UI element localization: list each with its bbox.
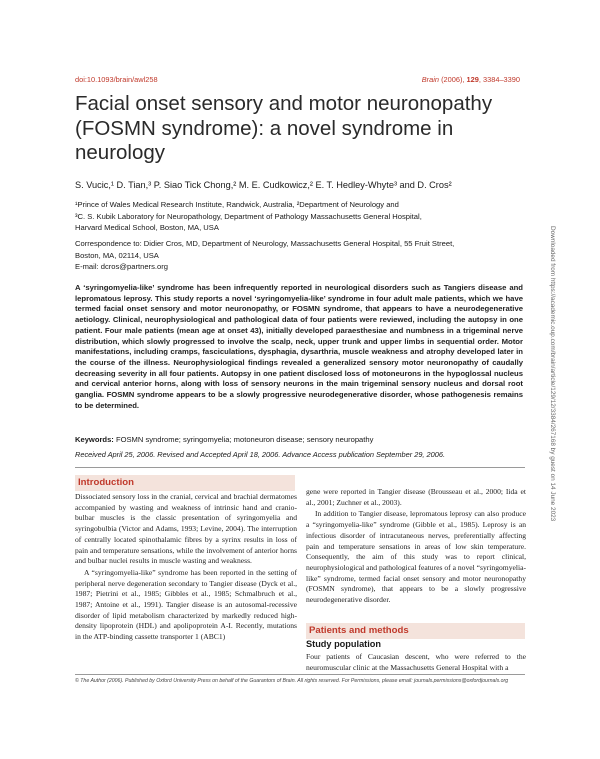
- keywords-text: FOSMN syndrome; syringomyelia; motoneuron disease; sensory neuropathy: [113, 435, 374, 444]
- copyright-footer: © The Author (2006). Published by Oxford University Press on behalf of the Guarantors of Brain. All rights reserved. For Permissions, please email: journals.permissions@oxfordjournals.org: [75, 678, 509, 684]
- journal-volume: 129: [466, 75, 479, 84]
- article-title: Facial onset sensory and motor neuronopathy (FOSMN syndrome): a novel syndrome in neurology: [75, 92, 493, 164]
- affiliations: [75, 199, 525, 234]
- divider: [75, 467, 525, 468]
- received-dates: Received April 25, 2006. Revised and Accepted April 18, 2006. Advance Access publication September 29, 2006.: [75, 450, 446, 459]
- study-population-heading: Study population: [306, 639, 382, 649]
- journal-citation: [422, 75, 520, 85]
- abstract: A ‘syringomyelia-like’ syndrome has been infrequently reported in neurological disorders such as Tangiers disease and lepromatous leprosy. This study reports a novel ‘syringomyelia-like’ syndrome in four adult male patients, which we have termed facial onset sensory and motor neuronopathy, or FOSMN syndrome, that appears to have a neurodegenerative aetiology. Clinical, neurophysiological and pathological data of four patients were reviewed, including the autopsy in one patient. Four male patients (mean age at onset 43), initially developed paraesthesiae and numbness in a trigeminal nerve distribution, which slowly progressed to involve the scalp, neck, upper trunk and upper limbs in sequential order. Motor manifestations, including cramps, fasciculations, dysphagia, dysarthria, muscle weakness and atrophy developed later in the course of the illness. Neurophysiological findings revealed a generalized sensory motor neuronopathy of caudally decreasing severity in all four patients. Autopsy in one patient disclosed loss of motoneurons in the hypoglossal nucleus and cervical anterior horns, along with loss of sensory neurons in the main trigeminal sensory nucleus and dorsal root ganglia. FOSMN syndrome appears to be a slowly progressive neurodegenerative disorder, whose pathogenesis remains to be determined.: [75, 283, 523, 410]
- keywords-label: Keywords:: [75, 435, 114, 444]
- paragraph: Dissociated sensory loss in the cranial, cervical and brachial dermatomes accompanied by wasting and weakness of intrinsic hand and cranio-bulbar muscles is the classic presentation of syringomyelia and syringobulbia (Victor and Adams, 1993; Levine, 2004). The interruption of centrally located spinothalamic fibres by a syrinx results in loss of pain and temperature sensations, while the involvement of anterior horns and bulbar nuclei results in muscle wasting and weakness.: [75, 492, 297, 566]
- download-watermark: Downloaded from https://academic.oup.com/brain/article/129/12/3384/267168 by guest on 14 June 2023: [549, 226, 556, 522]
- paragraph: A “syringomyelia-like” syndrome has been reported in the setting of peripheral nerve degeneration secondary to Tangier disease (Dyck et al., 1987; Pietrini et al., 1985; Gibbles et al., 1985; Schmalbruch et al., 1987; Antoine et al., 1991). Tangier disease is an autosomal-recessive disorder of lipid metabolism characterized by markedly reduced high-density lipoprotein (HDL) and apolipoprotein A-I. Recently, mutations in the ATP-binding cassette transporter 1 (ABC1): [75, 567, 297, 642]
- journal-year: (2006),: [439, 75, 467, 84]
- paragraph: Four patients of Caucasian descent, who were referred to the neuromuscular clinic at the Massachusetts General Hospital with a: [306, 652, 526, 672]
- patients-methods-heading: Patients and methods: [306, 623, 525, 639]
- footer-divider: [75, 674, 525, 675]
- affiliation-line: ³C. S. Kubik Laboratory for Neuropathology, Department of Pathology Massachusetts General Hospital,: [75, 211, 422, 221]
- journal-name: Brain: [421, 75, 440, 84]
- affiliation-line: Harvard Medical School, Boston, MA, USA: [75, 223, 219, 232]
- paragraph: gene were reported in Tangier disease (Brousseau et al., 2000; Iida et al., 2001; Zuchner et al., 2003).: [306, 487, 526, 507]
- journal-pages: , 3384–3390: [478, 75, 520, 84]
- introduction-heading: Introduction: [75, 475, 295, 491]
- author-list: S. Vucic,¹ D. Tian,³ P. Siao Tick Chong,² M. E. Cudkowicz,² E. T. Hedley-Whyte³ and D. Cros²: [75, 180, 452, 190]
- doi-link[interactable]: doi:10.1093/brain/awl258: [75, 75, 158, 84]
- left-column: [75, 492, 297, 643]
- correspondence: [75, 238, 525, 273]
- running-header: [75, 75, 520, 85]
- correspondence-line: Boston, MA, 02114, USA: [75, 250, 159, 260]
- correspondence-line: Correspondence to: Didier Cros, MD, Department of Neurology, Massachusetts General Hospital, 55 Fruit Street,: [75, 239, 455, 248]
- paragraph: In addition to Tangier disease, lepromatous leprosy can also produce a “syringomyelia-like” syndrome (Gibble et al., 1985). Leprosy is an infectious disorder of intracutaneous nerves, preferentially affecting pain and temperature sensations in areas of low skin temperature. Consequently, the aim of this study was to report clinical, neurophysiological and pathological features of a novel “syringomyelia-like” syndrome, termed facial onset sensory and motor neuronopathy (FOSMN syndrome), that appears to be a slowly progressive neurodegenerative disorder.: [306, 509, 526, 605]
- affiliation-line: ¹Prince of Wales Medical Research Institute, Randwick, Australia, ²Department of Neurology and: [75, 200, 399, 209]
- right-column: [306, 487, 526, 606]
- keywords: [75, 434, 523, 445]
- correspondence-email[interactable]: E-mail: dcros@partners.org: [75, 262, 168, 271]
